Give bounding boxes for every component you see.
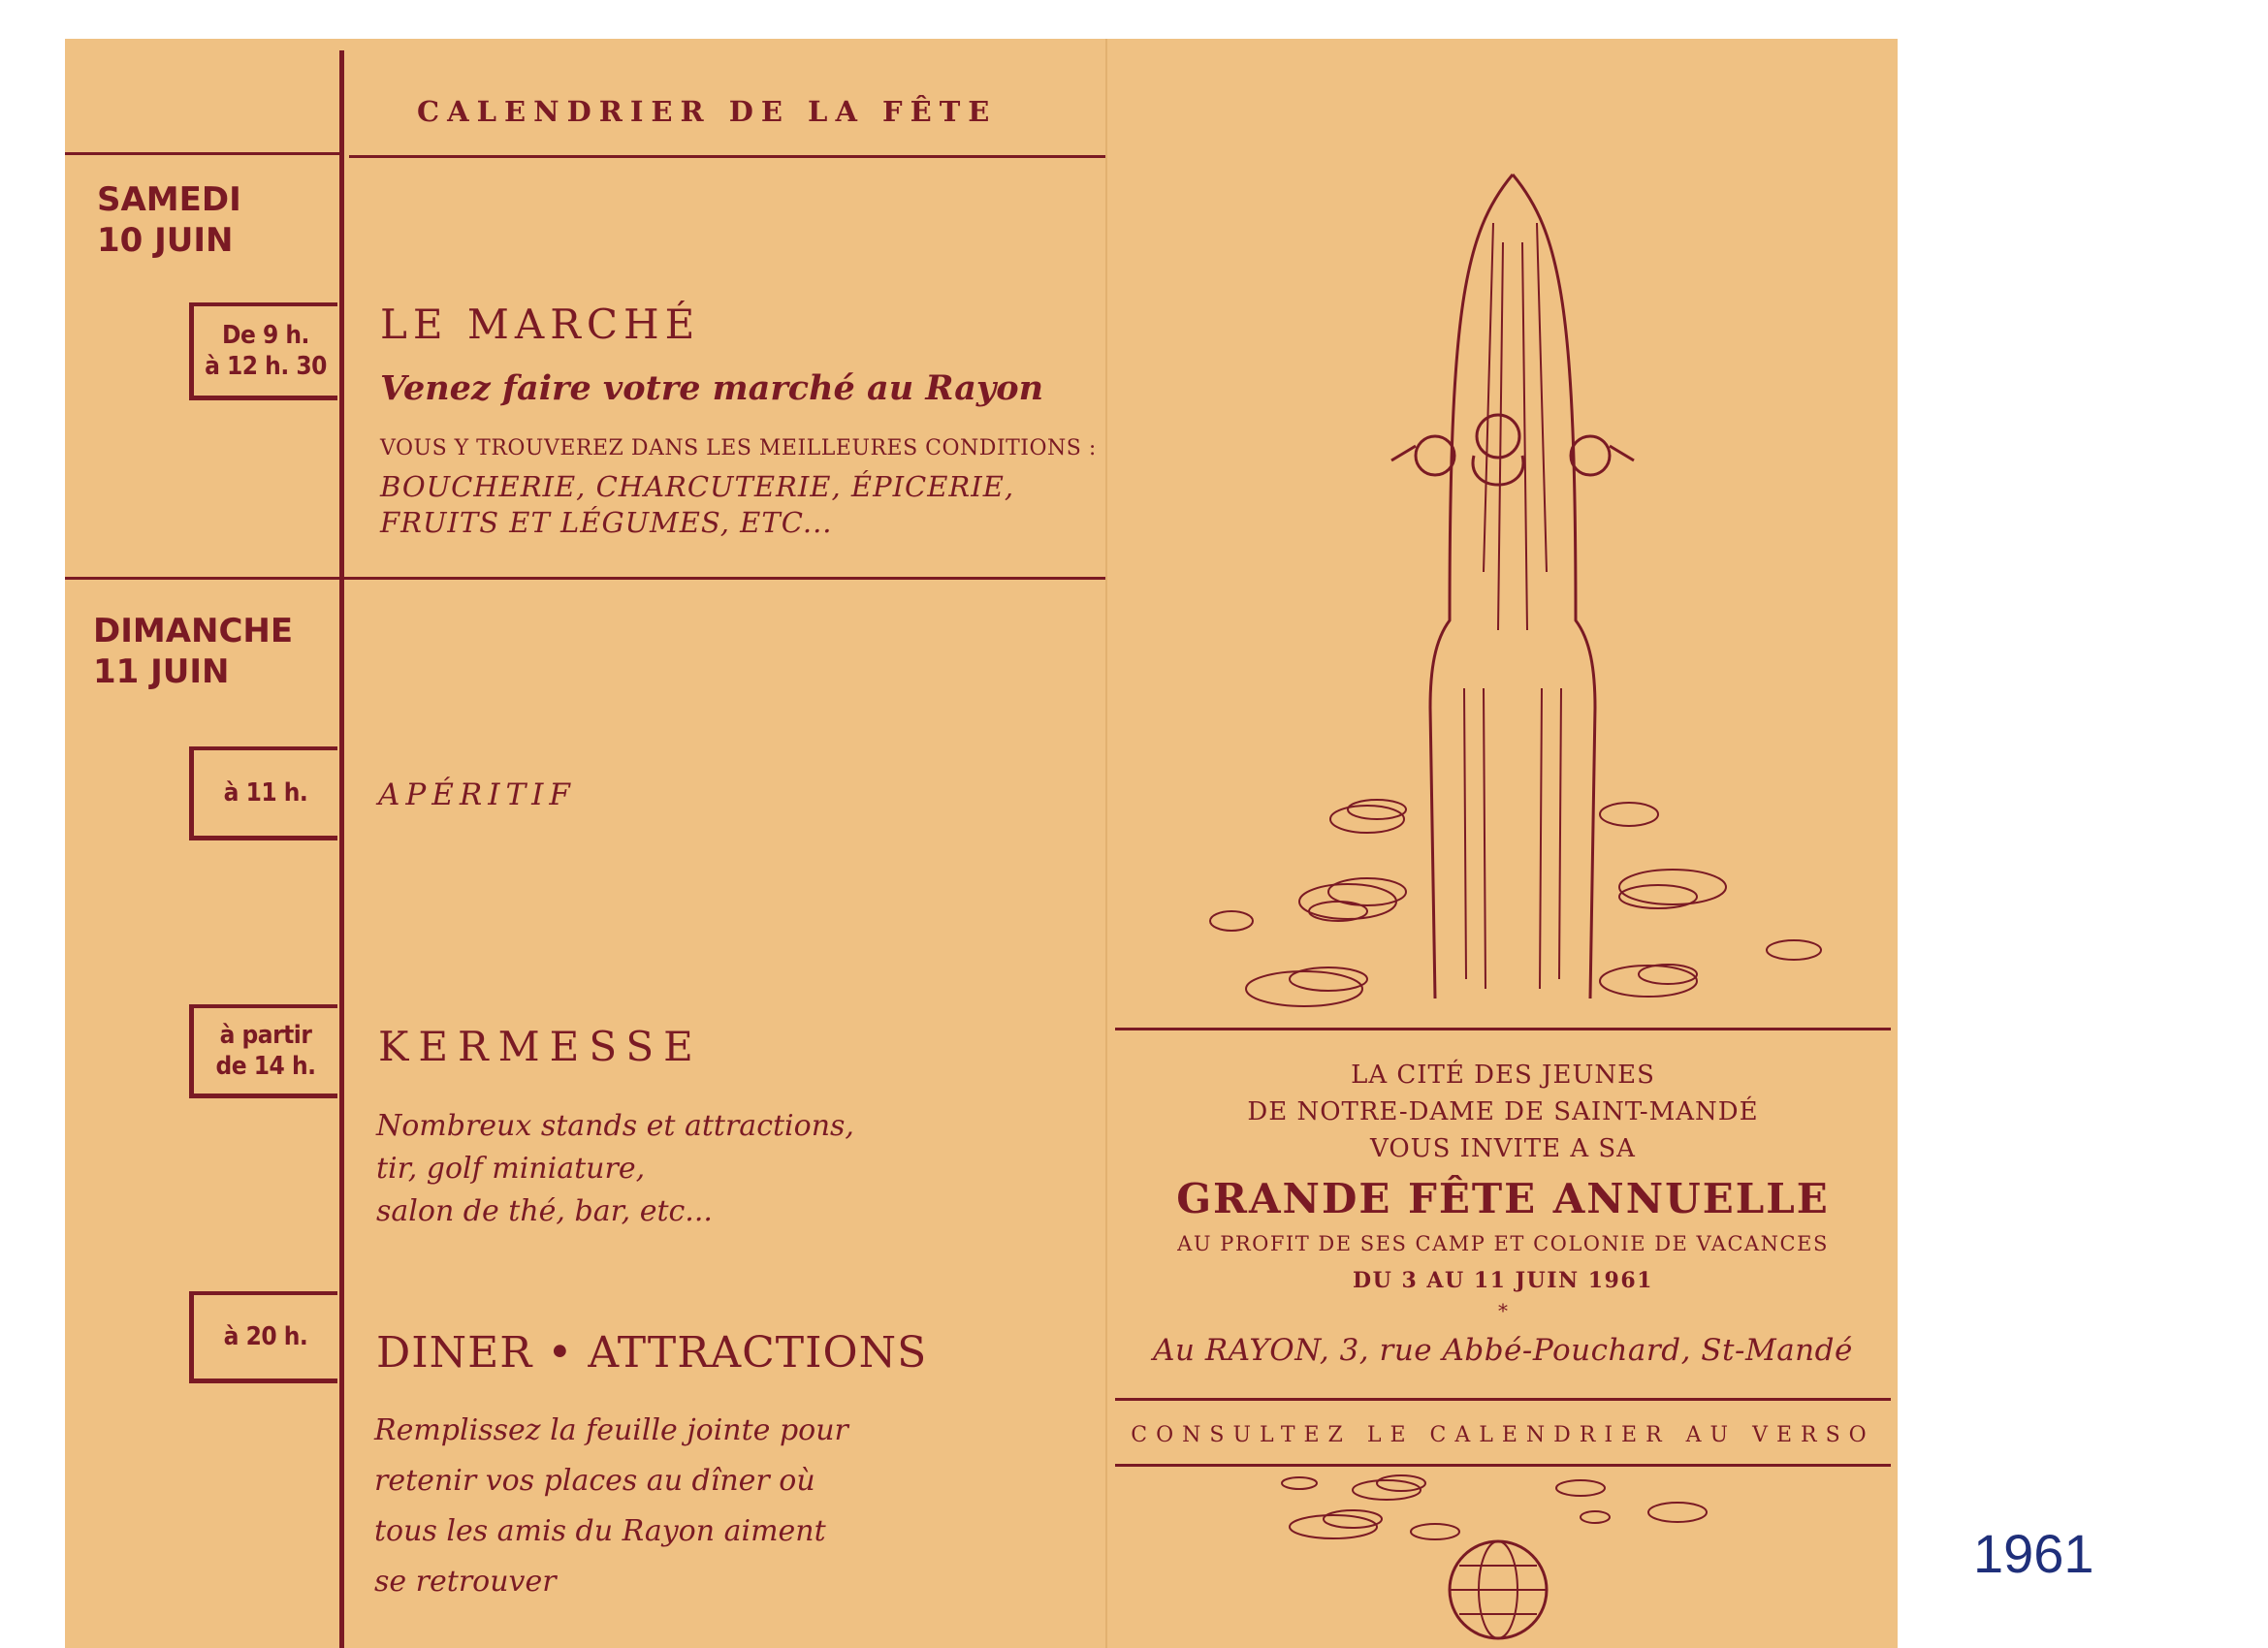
calendar-vertical-rule bbox=[339, 50, 344, 1648]
event-subtitle-marche: Venez faire votre marché au Rayon bbox=[380, 368, 1044, 408]
saturday-label: SAMEDI 10 JUIN bbox=[97, 180, 241, 260]
year-label: 1961 bbox=[1973, 1523, 2094, 1584]
consult-note: CONSULTEZ LE CALENDRIER AU VERSO bbox=[1131, 1423, 1875, 1447]
event-lines-kermesse: Nombreux stands et attractions, tir, golf miniature, salon de thé, bar, etc... bbox=[376, 1109, 854, 1228]
invite-intro: LA CITÉ DES JEUNES DE NOTRE-DAME DE SAINT-MANDÉ VOUS INVITE A SA bbox=[1247, 1061, 1759, 1163]
event-lines-diner: Remplissez la feuille jointe pour retenir vos places au dîner où tous les amis du Rayon aiment se retrouver bbox=[374, 1413, 848, 1599]
invite-purpose: AU PROFIT DE SES CAMP ET COLONIE DE VACANCES bbox=[1177, 1232, 1829, 1255]
event-lines-marche: BOUCHERIE, CHARCUTERIE, ÉPICERIE, FRUITS ET LÉGUMES, ETC... bbox=[380, 470, 1015, 539]
rule-consult-bottom bbox=[1115, 1464, 1891, 1467]
event-title-marche: LE MARCHÉ bbox=[380, 301, 701, 348]
time-box-aperitif: à 11 h. bbox=[189, 746, 337, 840]
event-title-diner: DINER • ATTRACTIONS bbox=[376, 1328, 928, 1378]
sunday-label: DIMANCHE 11 JUIN bbox=[93, 612, 294, 691]
time-box-diner: à 20 h. bbox=[189, 1291, 337, 1383]
rule-day-separator bbox=[65, 577, 1105, 580]
rocket-illustration bbox=[1173, 165, 1852, 1018]
fold-crease bbox=[1105, 39, 1107, 1648]
calendar-title: CALENDRIER DE LA FÊTE bbox=[417, 95, 998, 128]
invite-dates: DU 3 AU 11 JUIN 1961 bbox=[1353, 1268, 1653, 1293]
star-ornament: * bbox=[1498, 1299, 1508, 1322]
event-title-aperitif: APÉRITIF bbox=[378, 777, 576, 812]
rule-consult-top bbox=[1115, 1398, 1891, 1401]
time-box-marche: De 9 h. à 12 h. 30 bbox=[189, 302, 337, 400]
time-box-kermesse: à partir de 14 h. bbox=[189, 1004, 337, 1098]
event-title-kermesse: KERMESSE bbox=[378, 1023, 703, 1070]
invite-address: Au RAYON, 3, rue Abbé-Pouchard, St-Mandé bbox=[1153, 1333, 1853, 1368]
rule-title-under bbox=[349, 155, 1105, 158]
rule-left-top bbox=[65, 152, 339, 155]
event-intro-marche: VOUS Y TROUVEREZ DANS LES MEILLEURES CONDITIONS : bbox=[380, 436, 1097, 460]
globe-illustration bbox=[1261, 1469, 1765, 1648]
rule-invite-top bbox=[1115, 1028, 1891, 1030]
invite-headline: GRANDE FÊTE ANNUELLE bbox=[1176, 1175, 1830, 1222]
